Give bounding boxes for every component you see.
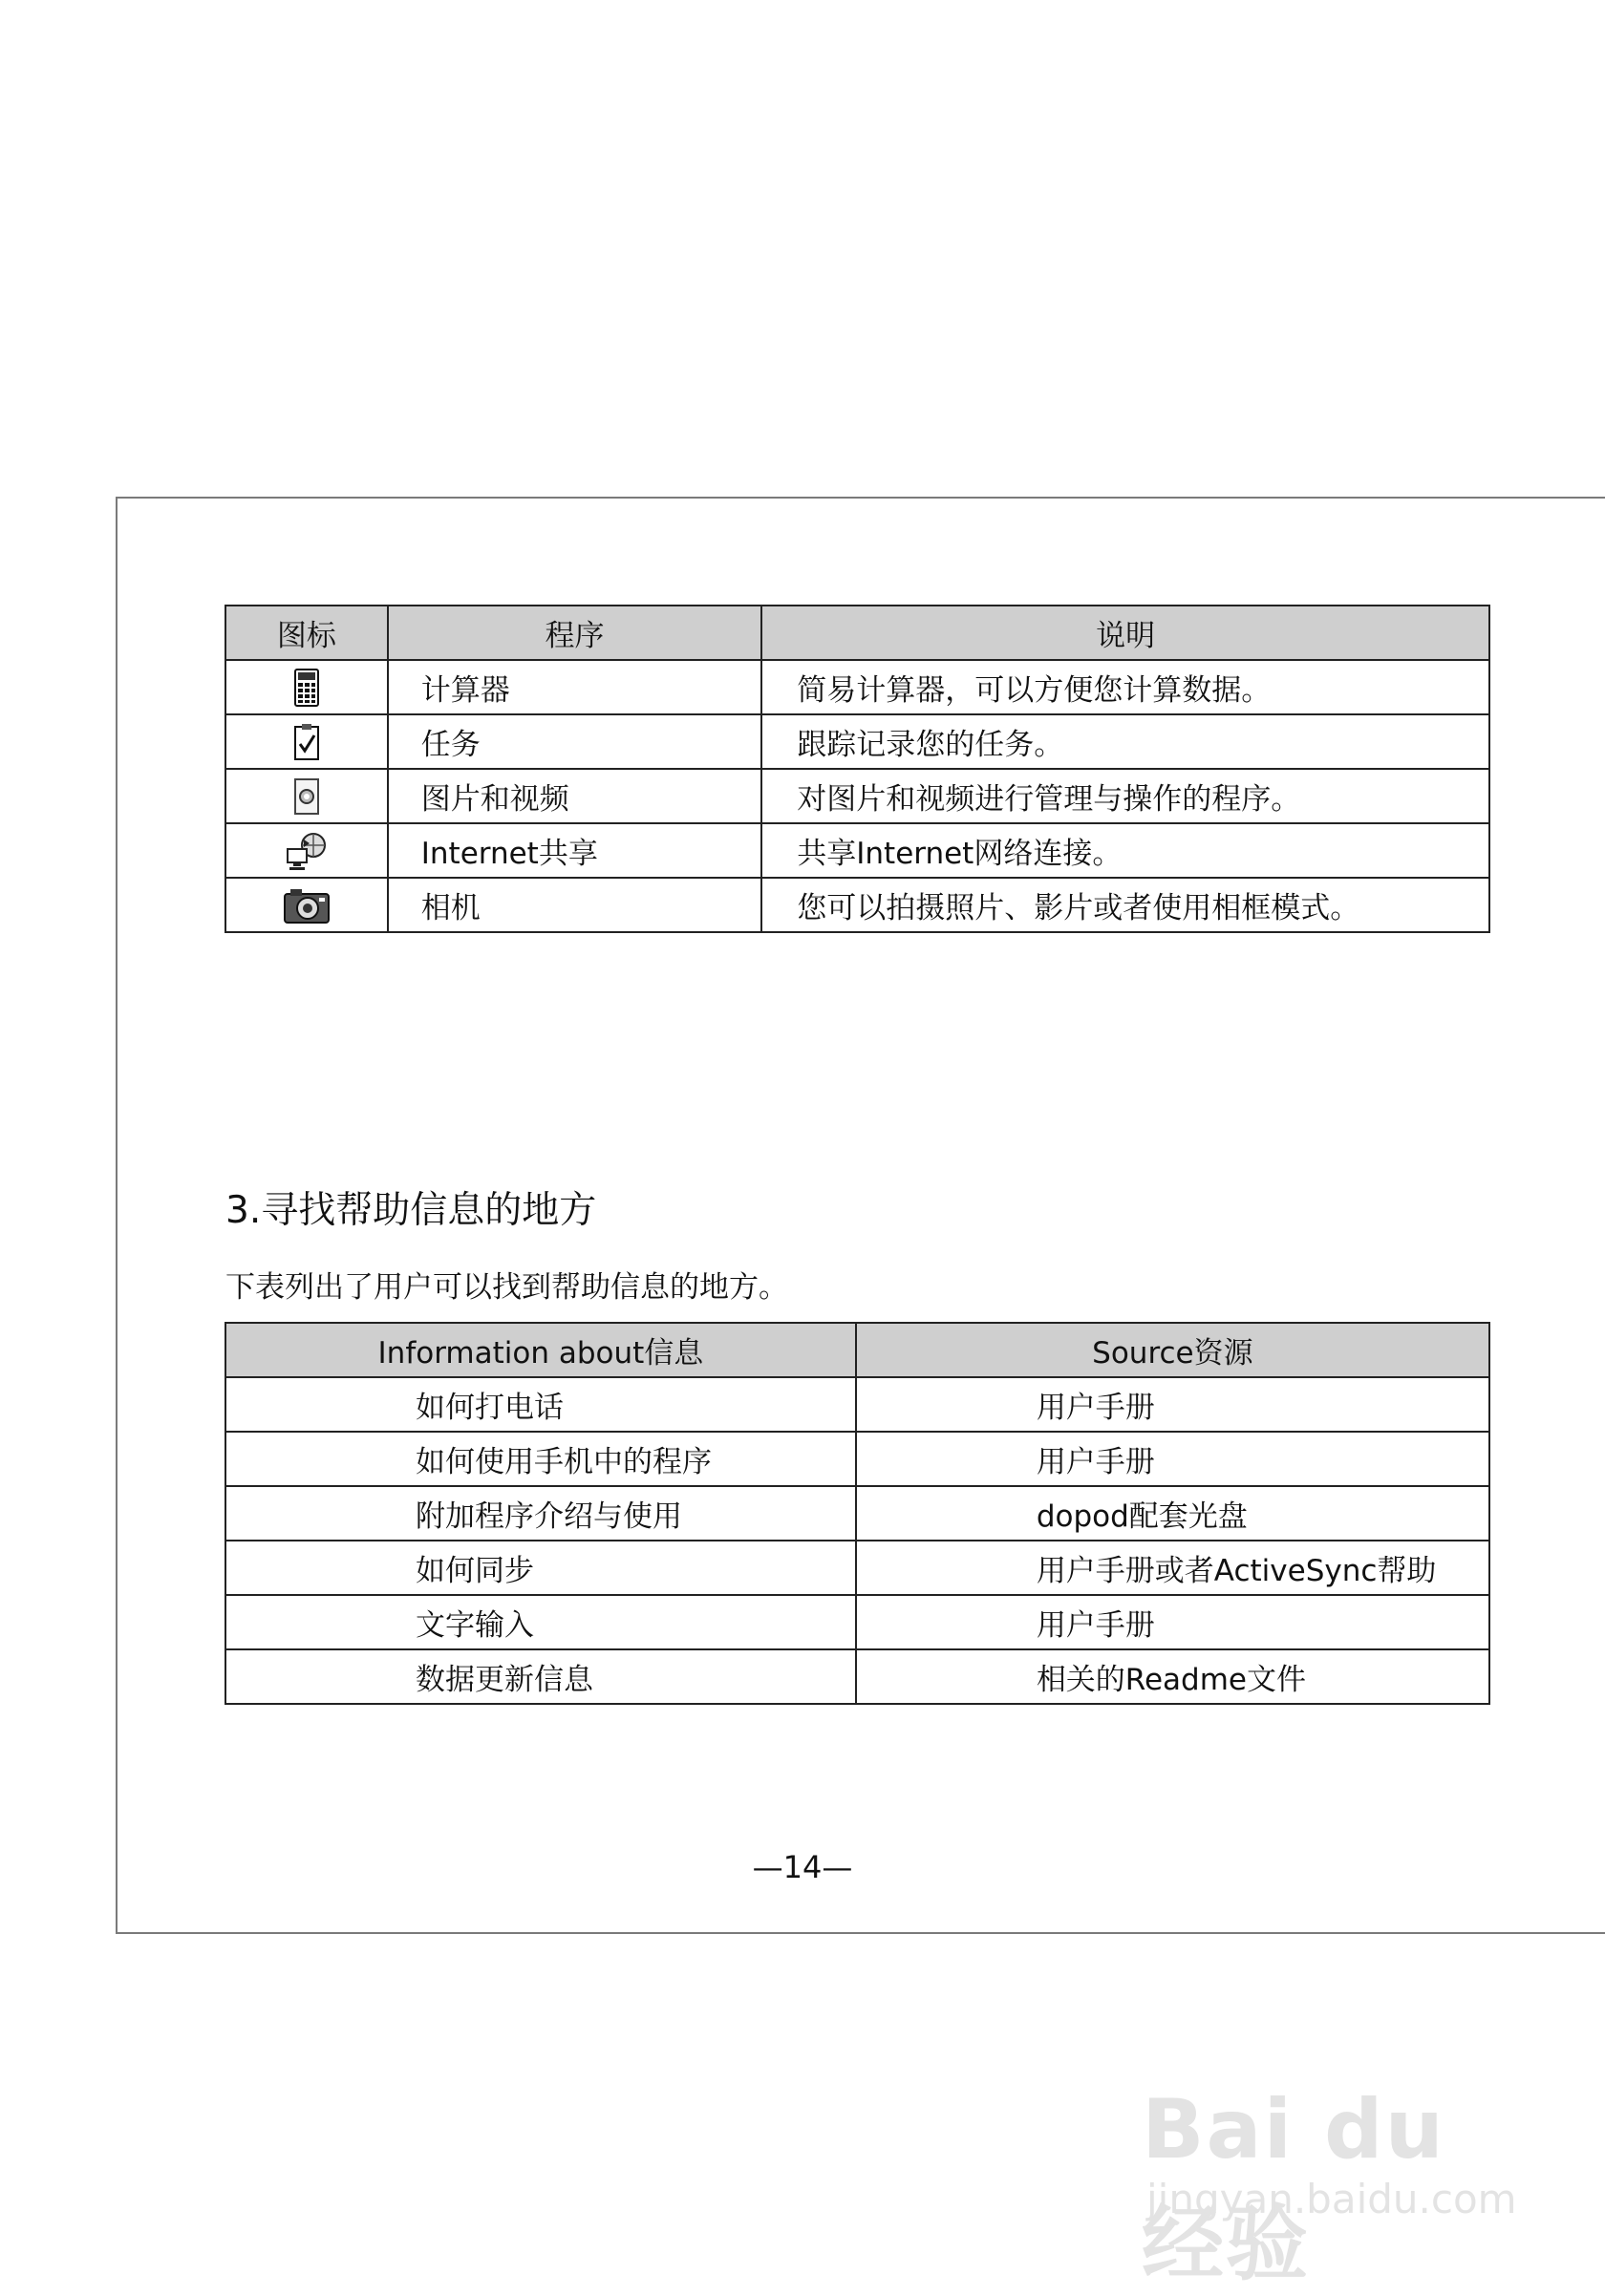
header-source: Source资源 [856,1323,1489,1377]
help-table-header [225,1323,1489,1377]
table-row [225,769,1489,823]
section-intro: 下表列出了用户可以找到帮助信息的地方。 [225,1270,788,1305]
table-row [225,823,1489,878]
icon-cell [225,714,388,769]
table-row [225,1649,1489,1704]
program-description: 共享Internet网络连接。 [761,823,1489,878]
tasks-icon [293,723,320,761]
table-row [225,1432,1489,1486]
help-topic: 如何打电话 [225,1377,856,1432]
help-topic: 附加程序介绍与使用 [225,1486,856,1541]
table-row [225,1377,1489,1432]
program-name: 图片和视频 [388,769,762,823]
table-row [225,1486,1489,1541]
help-topic: 如何使用手机中的程序 [225,1432,856,1486]
help-table [225,1322,1490,1705]
header-information: Information about信息 [225,1323,856,1377]
camera-icon [283,886,331,925]
program-name: 计算器 [388,660,762,714]
program-description: 对图片和视频进行管理与操作的程序。 [761,769,1489,823]
help-topic: 文字输入 [225,1595,856,1649]
icon-cell [225,878,388,932]
program-name: 相机 [388,878,762,932]
apps-table-header [225,606,1489,660]
watermark-url: jingyan.baidu.com [1146,2176,1517,2222]
table-row [225,1595,1489,1649]
page-number: —14— [752,1849,853,1885]
program-name: 任务 [388,714,762,769]
help-source: 用户手册 [856,1595,1489,1649]
program-description: 简易计算器，可以方便您计算数据。 [761,660,1489,714]
icon-cell [225,769,388,823]
program-description: 跟踪记录您的任务。 [761,714,1489,769]
apps-table [225,605,1490,933]
help-topic: 如何同步 [225,1541,856,1595]
header-program: 程序 [388,606,762,660]
header-description: 说明 [761,606,1489,660]
table-row [225,878,1489,932]
help-topic: 数据更新信息 [225,1649,856,1704]
icon-cell [225,660,388,714]
help-source: 相关的Readme文件 [856,1649,1489,1704]
internet-sharing-icon [285,830,329,872]
icon-cell [225,823,388,878]
help-source: 用户手册 [856,1377,1489,1432]
baidu-watermark [1142,2082,1552,2292]
watermark-brand: Bai du 经验 [1142,2082,1445,2292]
pictures-videos-icon [293,777,320,816]
table-row [225,1541,1489,1595]
table-row [225,660,1489,714]
help-source: 用户手册 [856,1432,1489,1486]
table-row [225,714,1489,769]
program-description: 您可以拍摄照片、影片或者使用相框模式。 [761,878,1489,932]
header-icon: 图标 [225,606,388,660]
calculator-icon [294,669,319,707]
help-source: 用户手册或者ActiveSync帮助 [856,1541,1489,1595]
help-source: dopod配套光盘 [856,1486,1489,1541]
program-name: Internet共享 [388,823,762,878]
section-title: 3.寻找帮助信息的地方 [225,1189,597,1232]
